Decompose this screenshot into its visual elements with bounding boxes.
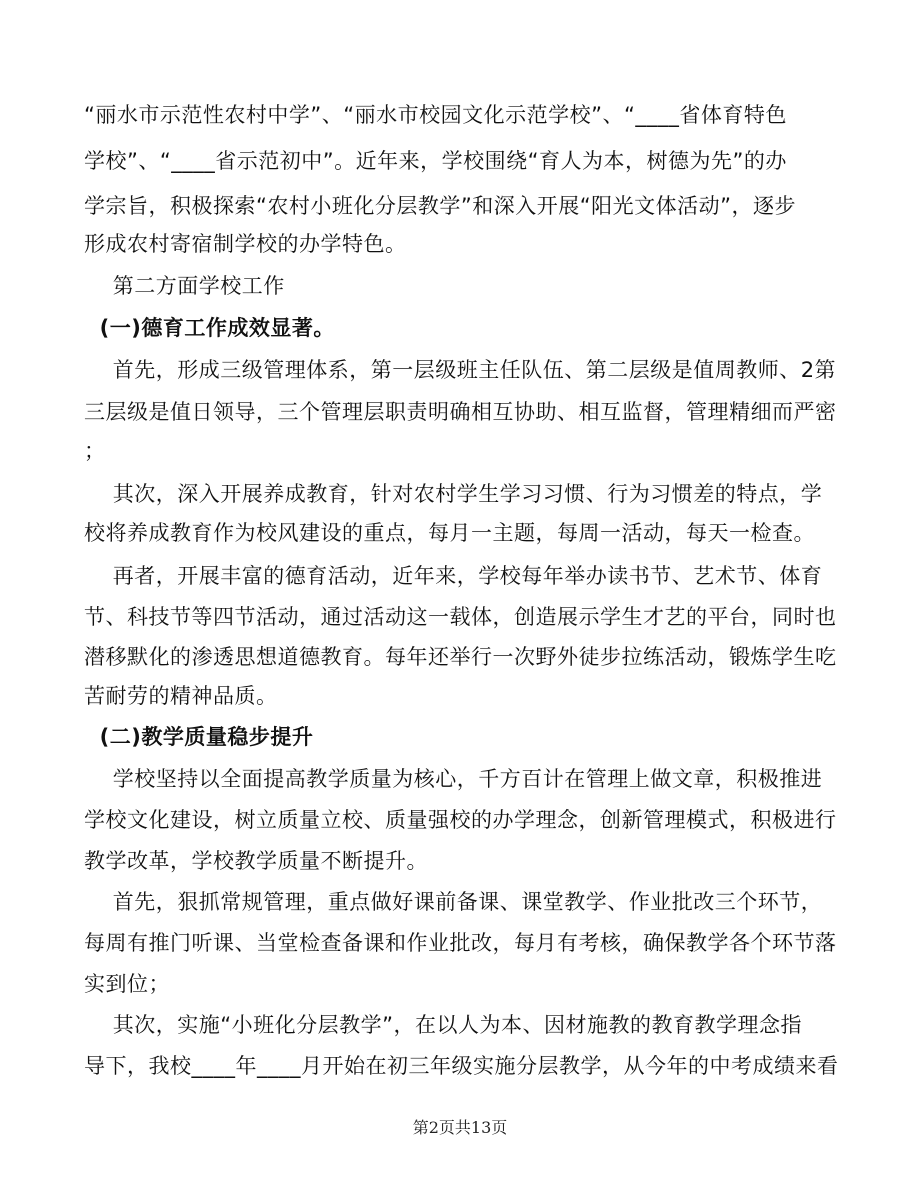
text-line: “丽水市示范性农村中学”、“丽水市校园文化示范学校”、“____省体育特色 (84, 103, 787, 127)
text-line: 其次，实施“小班化分层教学”，在以人为本、因材施教的教育教学理念指 (84, 1013, 802, 1037)
text-line: 其次，深入开展养成教育，针对农村学生学习习惯、行为习惯差的特点，学 (84, 482, 823, 506)
text-line: 再者，开展丰富的德育活动，近年来，学校每年举办读书节、艺术节、体育 (84, 564, 823, 588)
text-line: 首先，形成三级管理体系，第一层级班主任队伍、第二层级是值周教师、2第 (84, 358, 837, 382)
page-number-footer: 第2页共13页 (412, 1118, 508, 1137)
text-line: 学校文化建设，树立质量立校、质量强校的办学理念，创新管理模式，积极进行 (84, 808, 837, 832)
text-line: 导下，我校____年____月开始在初三年级实施分层教学，从今年的中考成绩来看 (84, 1054, 839, 1078)
text-line: 第二方面学校工作 (84, 274, 285, 298)
text-line: ； (84, 439, 106, 463)
text-line: 三层级是值日领导，三个管理层职责明确相互协助、相互监督，管理精细而严密 (84, 400, 837, 424)
text-line: 学校坚持以全面提高教学质量为核心，千方百计在管理上做文章，积极推进 (84, 767, 823, 791)
text-line: 学校”、“____省示范初中”。近年来，学校围绕“育人为本，树德为先”的办 (84, 149, 787, 173)
text-line: 学宗旨，积极探索“农村小班化分层教学”和深入开展“阳光文体活动”，逐步 (84, 194, 797, 218)
text-line: 教学改革，学校教学质量不断提升。 (84, 849, 428, 873)
text-line: 形成农村寄宿制学校的办学特色。 (84, 232, 407, 256)
text-line: 校将养成教育作为校风建设的重点，每月一主题，每周一活动，每天一检查。 (84, 521, 815, 545)
section-heading: (二)教学质量稳步提升 (84, 725, 314, 749)
text-line: 潜移默化的渗透思想道德教育。每年还举行一次野外徒步拉练活动，锻炼学生吃 (84, 645, 837, 669)
text-line: 实到位； (84, 972, 170, 996)
text-line: 苦耐劳的精神品质。 (84, 684, 278, 708)
text-line: 节、科技节等四节活动，通过活动这一载体，创造展示学生才艺的平台，同时也 (84, 605, 837, 629)
text-line: 首先，狠抓常规管理，重点做好课前备课、课堂教学、作业批改三个环节， (84, 890, 823, 914)
text-line: 每周有推门听课、当堂检查备课和作业批改，每月有考核，确保教学各个环节落 (84, 931, 837, 955)
section-heading: (一)德育工作成效显著。 (84, 316, 335, 340)
